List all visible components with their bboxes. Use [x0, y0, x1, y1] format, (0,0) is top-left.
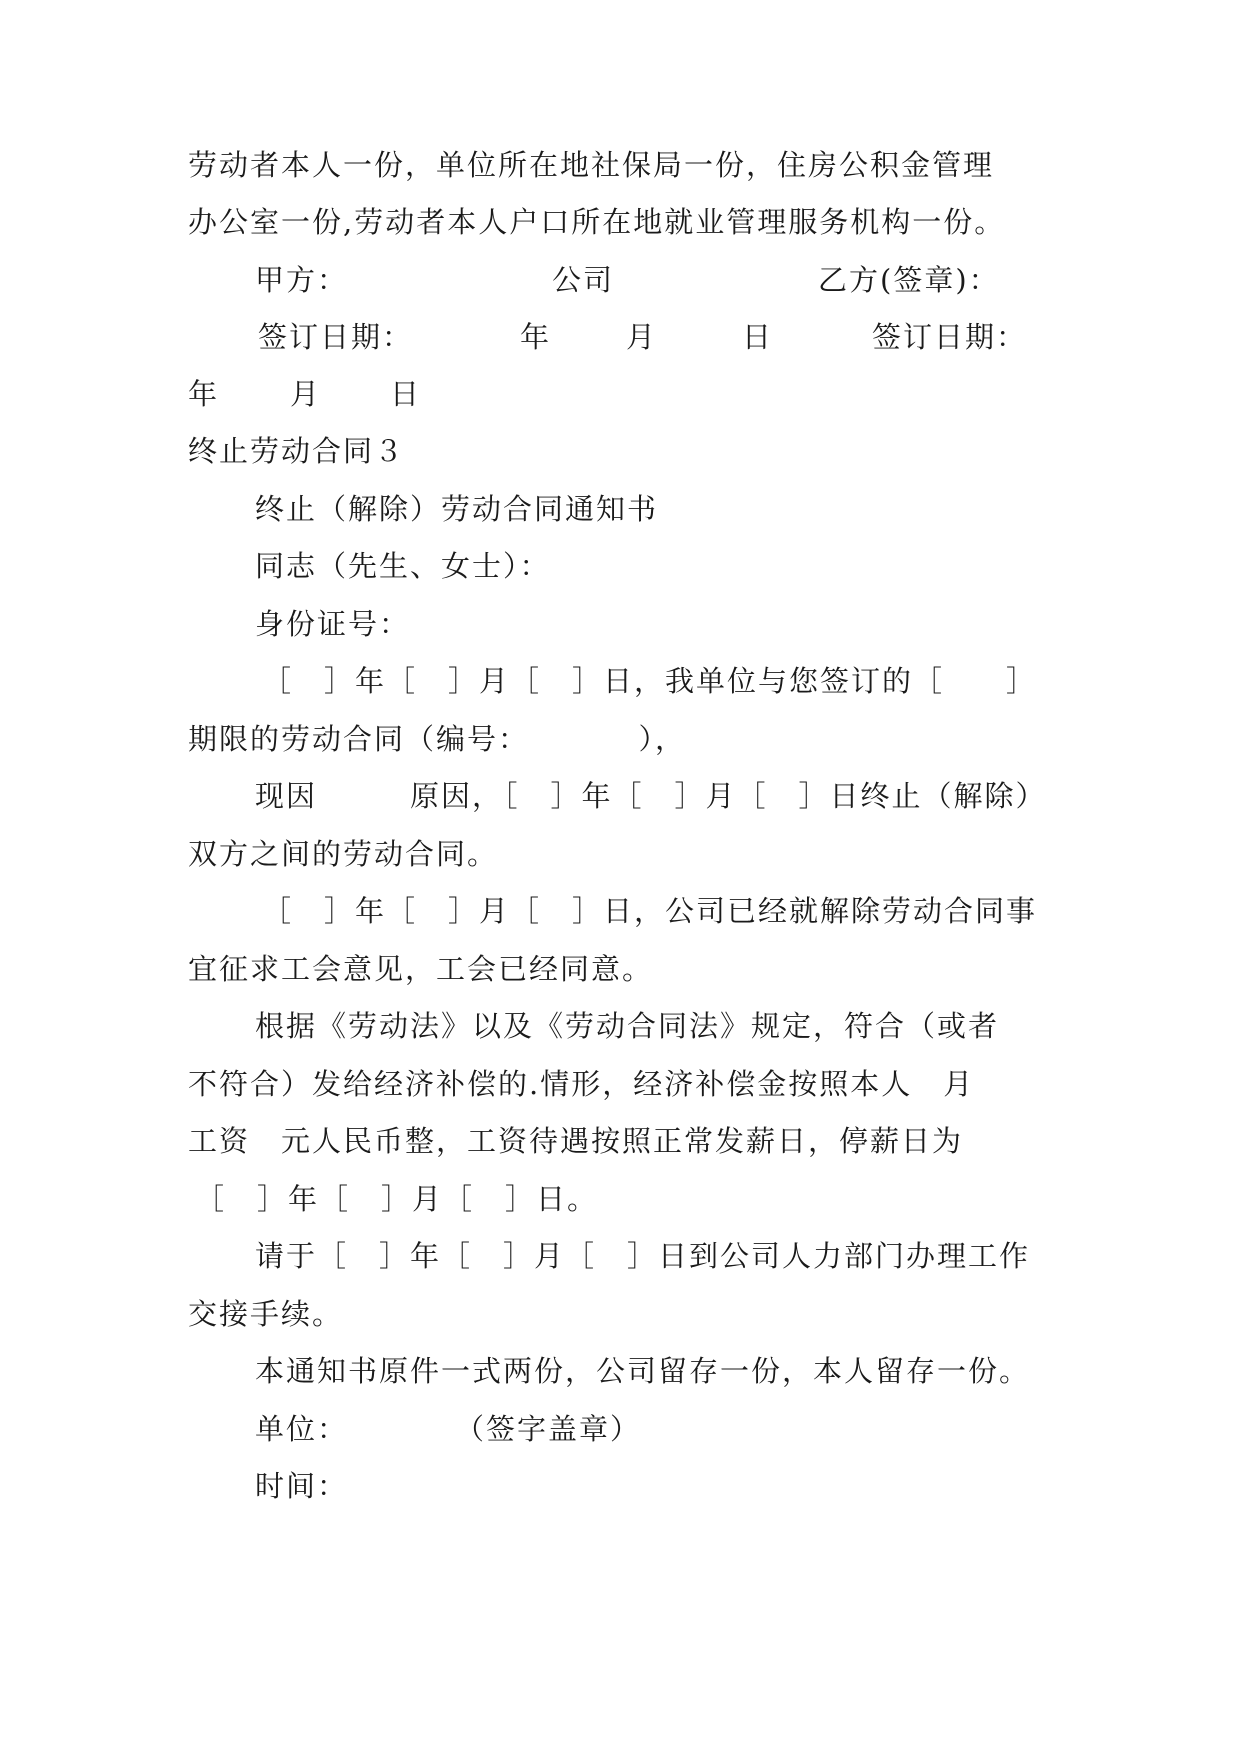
signature-seal-label: （签字盖章）	[455, 1412, 642, 1446]
text-line: 交接手续。	[188, 1297, 344, 1331]
id-number-line: 身份证号：	[255, 607, 411, 641]
text-line: ［ ］年［ ］月［ ］日。	[195, 1182, 599, 1216]
text-line: 双方之间的劳动合同。	[188, 837, 499, 871]
text-line: 工资 元人民币整，工资待遇按照正常发薪日，停薪日为	[188, 1124, 964, 1158]
text-line: 办公室一份,劳动者本人户口所在地就业管理服务机构一份。	[188, 205, 1006, 239]
month-label: 月	[290, 377, 322, 411]
text-line: 劳动者本人一份，单位所在地社保局一份，住房公积金管理	[188, 148, 995, 182]
text-line: ［ ］年［ ］月［ ］日，公司已经就解除劳动合同事	[262, 894, 1038, 928]
year-label: 年	[520, 320, 552, 354]
sign-date-label-a: 签订日期：	[258, 320, 414, 354]
unit-label: 单位：	[255, 1412, 349, 1446]
text-line: 本通知书原件一式两份，公司留存一份，本人留存一份。	[255, 1354, 1031, 1388]
text-line: 现因 原因，［ ］年［ ］月［ ］日终止（解除）	[255, 779, 1047, 813]
time-label: 时间：	[255, 1469, 349, 1503]
text-line: 期限的劳动合同（编号： ），	[188, 722, 687, 756]
section-heading: 终止劳动合同３	[188, 434, 406, 468]
text-line: ［ ］年［ ］月［ ］日，我单位与您签订的［ ］	[262, 664, 1038, 698]
day-label: 日	[390, 377, 422, 411]
month-label: 月	[626, 320, 658, 354]
year-label: 年	[188, 377, 220, 411]
addressee-line: 同志（先生、女士）：	[255, 549, 551, 583]
text-line: 不符合）发给经济补偿的.情形，经济补偿金按照本人 月	[188, 1067, 975, 1101]
notice-title: 终止（解除）劳动合同通知书	[255, 492, 659, 526]
party-a-label: 甲方：	[255, 263, 349, 297]
text-line: 根据《劳动法》以及《劳动合同法》规定，符合（或者	[255, 1009, 1000, 1043]
sign-date-label-b: 签订日期：	[872, 320, 1028, 354]
text-line: 宜征求工会意见，工会已经同意。	[188, 952, 654, 986]
text-line: 请于［ ］年［ ］月［ ］日到公司人力部门办理工作	[255, 1239, 1031, 1273]
party-b-label: 乙方(签章)：	[818, 263, 1000, 297]
company-label: 公司	[552, 263, 615, 297]
day-label: 日	[742, 320, 774, 354]
